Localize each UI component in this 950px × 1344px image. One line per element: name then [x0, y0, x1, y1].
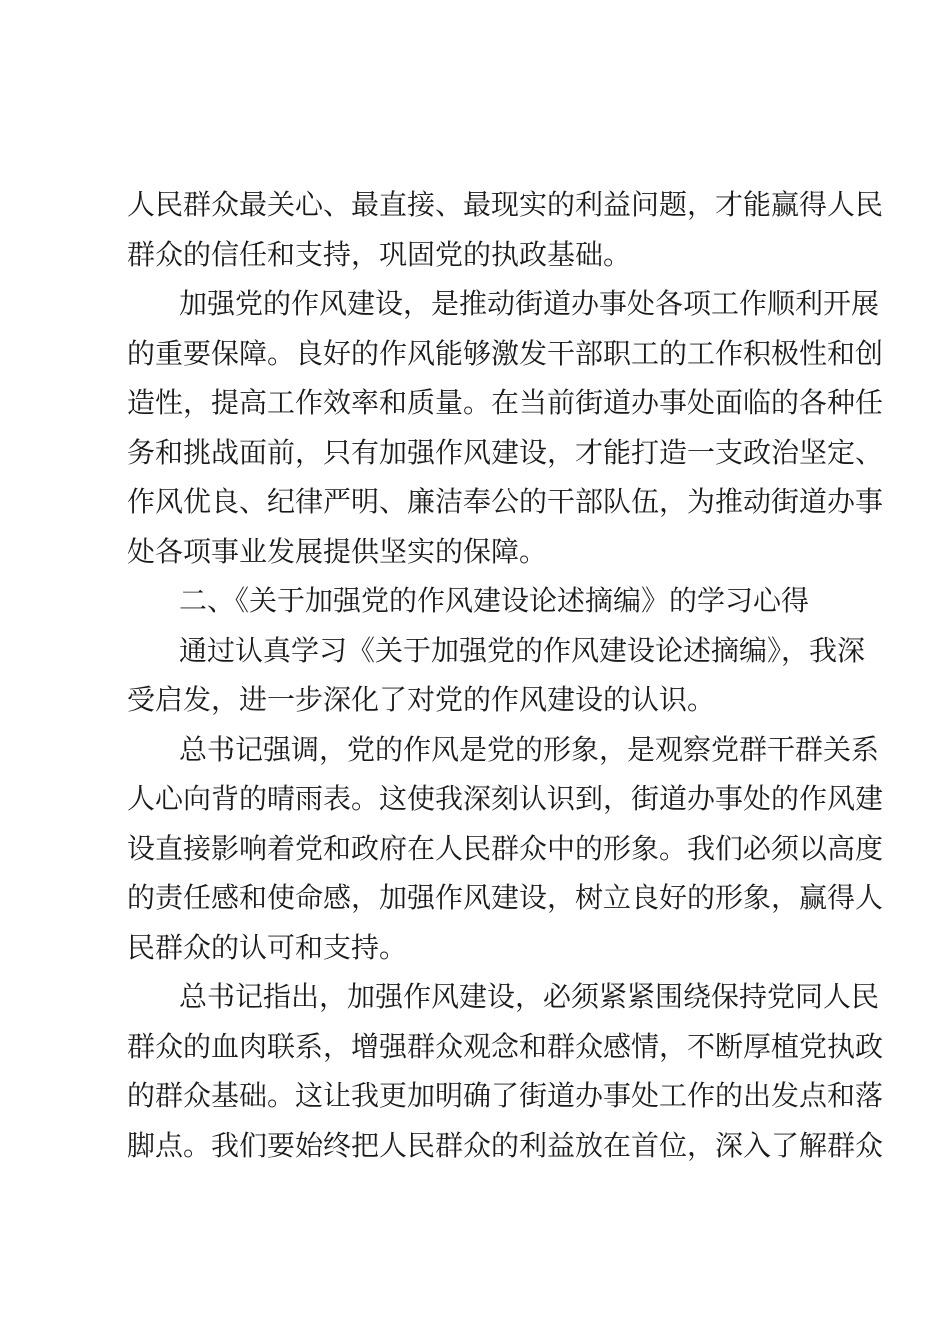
text-line: 通过认真学习《关于加强党的作风建设论述摘编》，我深: [179, 633, 866, 667]
paragraph: [127, 725, 884, 973]
paragraph: [127, 972, 884, 1170]
heading-line: 二、《关于加强党的作风建设论述摘编》的学习心得: [179, 584, 810, 617]
text-line: 群众的信任和支持，巩固党的执政基础。: [127, 237, 632, 271]
text-line: 作风优良、纪律严明、廉洁奉公的干部队伍，为推动街道办事: [127, 485, 884, 518]
text-line: 的重要保障。良好的作风能够激发干部职工的工作积极性和创: [127, 336, 884, 370]
text-line: 的群众基础。这让我更加明确了街道办事处工作的出发点和落: [127, 1079, 884, 1112]
paragraph: [127, 180, 884, 279]
text-line: 受启发，进一步深化了对党的作风建设的认识。: [127, 683, 716, 716]
text-line: 造性，提高工作效率和质量。在当前街道办事处面临的各种任: [127, 386, 884, 419]
text-line: 处各项事业发展提供坚实的保障。: [127, 534, 548, 568]
text-line: 设直接影响着党和政府在人民群众中的形象。我们必须以高度: [127, 831, 884, 865]
text-line: 总书记强调，党的作风是党的形象，是观察党群干群关系: [179, 732, 880, 766]
paragraph: [127, 626, 866, 725]
text-line: 群众的血肉联系，增强群众观念和群众感情，不断厚植党执政: [127, 1029, 884, 1063]
document-body: [127, 180, 884, 1170]
text-line: 人民群众最关心、最直接、最现实的利益问题，才能赢得人民: [127, 188, 884, 221]
text-line: 务和挑战面前，只有加强作风建设，才能打造一支政治坚定、: [127, 435, 884, 469]
text-line: 人心向背的晴雨表。这使我深刻认识到，街道办事处的作风建: [127, 782, 884, 815]
section-heading: [127, 576, 833, 626]
text-line: 民群众的认可和支持。: [127, 930, 408, 964]
paragraph: [127, 279, 884, 576]
text-line: 加强党的作风建设，是推动街道办事处各项工作顺利开展: [179, 287, 880, 320]
text-line: 脚点。我们要始终把人民群众的利益放在首位，深入了解群众: [127, 1128, 884, 1162]
text-line: 总书记指出，加强作风建设，必须紧紧围绕保持党同人民: [179, 980, 880, 1013]
text-line: 的责任感和使命感，加强作风建设，树立良好的形象，赢得人: [127, 881, 884, 914]
